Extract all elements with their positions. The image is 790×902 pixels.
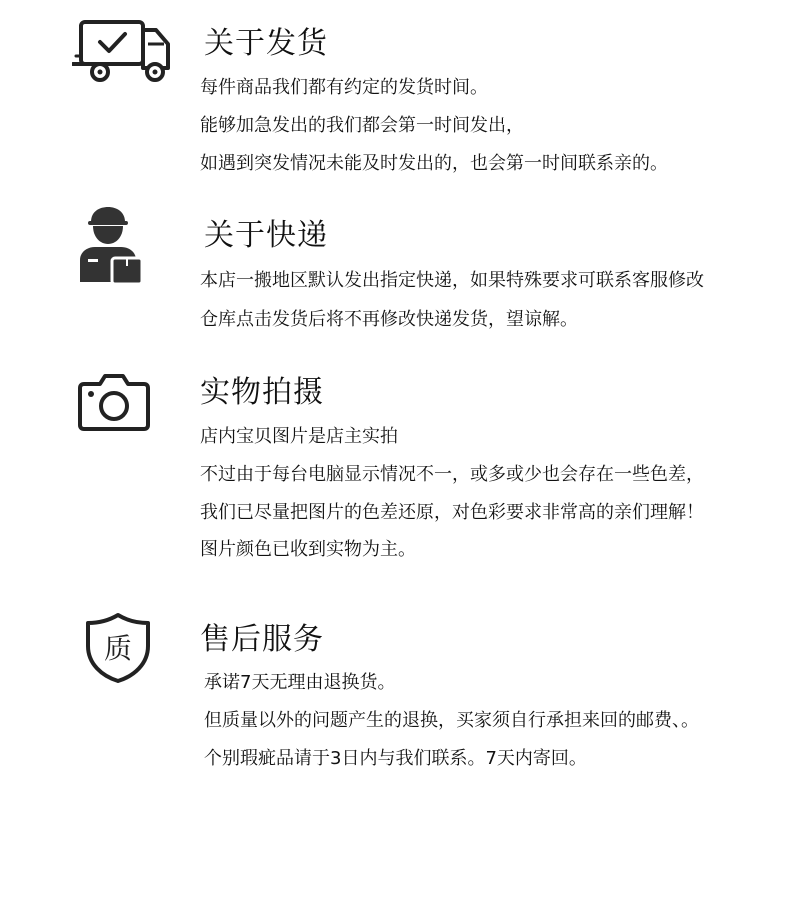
camera-icon	[78, 372, 150, 432]
section-text-line: 如遇到突发情况未能及时发出的，也会第一时间联系亲的。	[200, 153, 668, 174]
section-text-line: 承诺7天无理由退换货。	[204, 672, 396, 693]
section-text-line: 图片颜色已收到实物为主。	[200, 539, 416, 560]
quality-shield-icon	[84, 612, 152, 684]
section-text-line: 我们已尽量把图片的色差还原，对色彩要求非常高的亲们理解！	[200, 502, 704, 523]
section-text-line: 能够加急发出的我们都会第一时间发出，	[200, 115, 524, 136]
delivery-truck-icon	[72, 18, 172, 82]
section-text-line: 仓库点击发货后将不再修改快递发货，望谅解。	[200, 309, 578, 330]
section-text-line: 个别瑕疵品请于3日内与我们联系。7天内寄回。	[204, 748, 587, 769]
section-title: 实物拍摄	[200, 375, 324, 410]
section-text-line: 本店一搬地区默认发出指定快递，如果特殊要求可联系客服修改	[200, 270, 704, 291]
section-text-line: 但质量以外的问题产生的退换，买家须自行承担来回的邮费、。	[204, 710, 699, 731]
courier-person-icon	[78, 206, 144, 286]
section-text-line: 不过由于每台电脑显示情况不一，或多或少也会存在一些色差，	[200, 464, 704, 485]
section-title: 关于快递	[204, 218, 328, 253]
shield-character: 质	[103, 632, 133, 665]
section-text-line: 每件商品我们都有约定的发货时间。	[200, 77, 488, 98]
section-text-line: 店内宝贝图片是店主实拍	[200, 426, 398, 447]
section-title: 售后服务	[200, 622, 324, 657]
section-title: 关于发货	[204, 26, 328, 61]
